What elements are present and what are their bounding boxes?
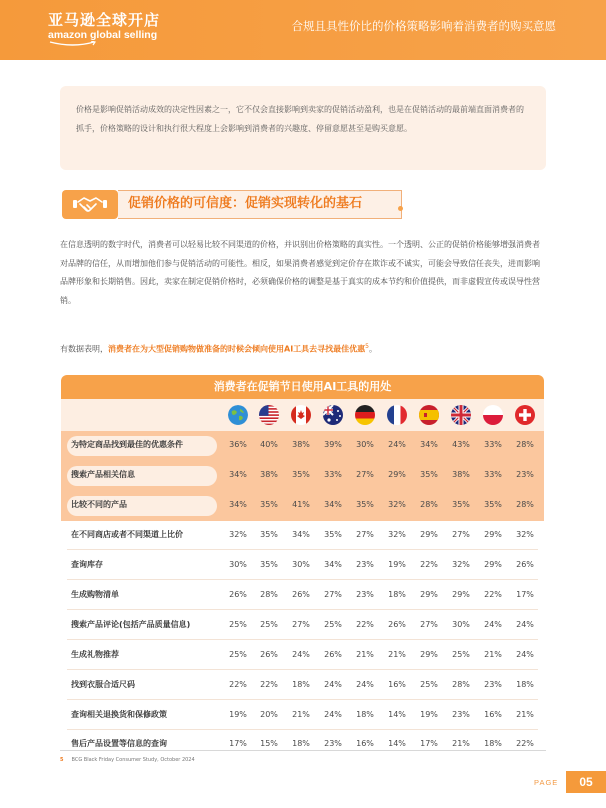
- table-cell: 24%: [324, 680, 342, 689]
- table-cell: 34%: [292, 530, 310, 539]
- footnote-number: 5: [60, 757, 64, 763]
- table-cell: 19%: [229, 710, 247, 719]
- table-cell: 30%: [452, 620, 470, 629]
- us-flag-icon: [259, 405, 279, 425]
- table-cell: 26%: [388, 620, 406, 629]
- row-label: 比较不同的产品: [71, 500, 127, 509]
- pl-flag-icon: [483, 405, 503, 425]
- table-cell: 34%: [229, 500, 247, 509]
- table-cell: 21%: [388, 650, 406, 659]
- table-cell: 25%: [260, 620, 278, 629]
- table-cell: 38%: [452, 470, 470, 479]
- table-cell: 35%: [260, 500, 278, 509]
- table-cell: 30%: [229, 560, 247, 569]
- table-cell: 24%: [516, 650, 534, 659]
- fr-flag-icon: [387, 405, 407, 425]
- table-cell: 22%: [484, 590, 502, 599]
- table-cell: 28%: [420, 500, 438, 509]
- table-cell: 21%: [484, 650, 502, 659]
- table-cell: 23%: [452, 710, 470, 719]
- flag-row: [61, 399, 544, 431]
- row-divider: [67, 609, 538, 610]
- table-cell: 33%: [484, 470, 502, 479]
- stat-suffix: 。: [369, 344, 377, 354]
- row-label: 生成礼物推荐: [71, 650, 119, 659]
- table-cell: 34%: [324, 560, 342, 569]
- row-label: 找到衣服合适尺码: [71, 680, 135, 689]
- table-cell: 18%: [356, 710, 374, 719]
- table-row: [61, 671, 544, 700]
- au-flag-icon: [323, 405, 343, 425]
- table-cell: 22%: [229, 680, 247, 689]
- row-divider: [67, 669, 538, 670]
- table-cell: 38%: [292, 440, 310, 449]
- brand-logo: [48, 12, 160, 41]
- stat-prefix: 有数据表明，: [60, 344, 108, 354]
- brand-name-cn: 亚马逊全球开店: [48, 11, 161, 29]
- row-label: 生成购物清单: [71, 590, 119, 599]
- table-cell: 27%: [324, 590, 342, 599]
- table-cell: 24%: [292, 650, 310, 659]
- footnote-divider: [60, 750, 546, 751]
- stat-footnote-ref: 5: [365, 343, 369, 350]
- footnote-text: BCG Black Friday Consumer Study, October 2024: [71, 757, 195, 763]
- table-cell: 26%: [292, 590, 310, 599]
- table-cell: 33%: [324, 470, 342, 479]
- amazon-smile-icon: [48, 41, 98, 47]
- table-cell: 17%: [516, 590, 534, 599]
- table-cell: 32%: [388, 530, 406, 539]
- de-flag-icon: [355, 405, 375, 425]
- table-cell: 30%: [292, 560, 310, 569]
- page-number: 05: [566, 771, 606, 793]
- table-row: [61, 461, 544, 490]
- table-cell: 24%: [516, 620, 534, 629]
- table-cell: 17%: [229, 739, 247, 748]
- table-cell: 35%: [260, 530, 278, 539]
- table-cell: 25%: [452, 650, 470, 659]
- table-title: 消费者在促销节日使用AI工具的用处: [61, 375, 544, 399]
- table-cell: 14%: [388, 710, 406, 719]
- brand-name-en: amazon global selling: [48, 29, 158, 41]
- table-cell: 40%: [260, 440, 278, 449]
- table-cell: 18%: [516, 680, 534, 689]
- row-divider: [67, 549, 538, 550]
- table-cell: 23%: [484, 680, 502, 689]
- body-paragraph: 在信息透明的数字时代，消费者可以轻易比较不同渠道的价格，并识别出价格策略的真实性。一个透明、公正的促销价格能够增强消费者对品牌的信任，从而增加他们参与促销活动的可能性。相反，如果消费者感觉到定价存在欺诈或不诚实，可能会导致信任丧失，进而影响品牌形象和长期销售。因此，卖家在制定促销价格时，必须确保价格的调整是基于真实的成本节约和价值提供，而非虚假宣传或误导性营销。: [60, 240, 540, 305]
- row-divider: [67, 639, 538, 640]
- ai-usage-table: [61, 375, 544, 748]
- footnote: [60, 757, 195, 764]
- table-cell: 28%: [260, 590, 278, 599]
- row-label: 在不同商店或者不同渠道上比价: [71, 530, 183, 539]
- table-cell: 15%: [260, 739, 278, 748]
- table-cell: 32%: [229, 530, 247, 539]
- table-cell: 23%: [356, 590, 374, 599]
- table-cell: 29%: [420, 650, 438, 659]
- table-cell: 22%: [420, 560, 438, 569]
- table-cell: 19%: [388, 560, 406, 569]
- table-cell: 22%: [356, 620, 374, 629]
- section-icon-box: [62, 190, 118, 219]
- table-cell: 32%: [388, 500, 406, 509]
- row-label: 为特定商品找到最佳的优惠条件: [71, 440, 183, 449]
- table-cell: 35%: [292, 470, 310, 479]
- table-cell: 21%: [452, 739, 470, 748]
- table-cell: 23%: [356, 560, 374, 569]
- table-cell: 23%: [324, 739, 342, 748]
- table-cell: 26%: [260, 650, 278, 659]
- table-cell: 36%: [229, 440, 247, 449]
- table-cell: 23%: [516, 470, 534, 479]
- stat-paragraph: [60, 338, 546, 359]
- intro-box: 价格是影响促销活动成效的决定性因素之一，它不仅会直接影响到卖家的促销活动盈利，也是在促销活动的最前端直面消费者的抓手，价格策略的设计和执行很大程度上会影响到消费者的兴趣度、停留意愿甚至是购买意愿。: [60, 86, 546, 170]
- table-row: [61, 730, 544, 759]
- gb-flag-icon: [451, 405, 471, 425]
- table-cell: 24%: [324, 710, 342, 719]
- table-cell: 21%: [292, 710, 310, 719]
- row-label: 搜索产品评论(包括产品质量信息): [71, 620, 191, 629]
- table-cell: 19%: [420, 710, 438, 719]
- table-row: [61, 581, 544, 610]
- table-cell: 16%: [356, 739, 374, 748]
- es-flag-icon: [419, 405, 439, 425]
- table-row: [61, 491, 544, 520]
- table-cell: 26%: [324, 650, 342, 659]
- section-heading: [62, 190, 402, 219]
- table-cell: 32%: [516, 530, 534, 539]
- table-cell: 24%: [388, 440, 406, 449]
- table-cell: 29%: [452, 590, 470, 599]
- table-cell: 26%: [516, 560, 534, 569]
- table-cell: 27%: [356, 530, 374, 539]
- page-header: [0, 0, 606, 60]
- table-row: [61, 551, 544, 580]
- table-cell: 27%: [292, 620, 310, 629]
- table-cell: 35%: [484, 500, 502, 509]
- ca-flag-icon: [291, 405, 311, 425]
- table-cell: 34%: [229, 470, 247, 479]
- section-dot: [398, 206, 403, 211]
- page-label: PAGE: [534, 778, 559, 787]
- table-cell: 29%: [484, 530, 502, 539]
- table-row: [61, 521, 544, 550]
- stat-highlight: 消费者在为大型促销购物做准备的时候会倾向使用AI工具去寻找最佳优惠: [108, 344, 366, 354]
- header-title: 合规且具性价比的价格策略影响着消费者的购买意愿: [291, 19, 556, 33]
- ch-flag-icon: [515, 405, 535, 425]
- table-cell: 35%: [260, 560, 278, 569]
- table-cell: 21%: [356, 650, 374, 659]
- table-row: [61, 431, 544, 460]
- table-cell: 18%: [292, 739, 310, 748]
- table-cell: 22%: [260, 680, 278, 689]
- table-cell: 14%: [388, 739, 406, 748]
- table-cell: 35%: [420, 470, 438, 479]
- table-cell: 22%: [516, 739, 534, 748]
- table-cell: 28%: [516, 440, 534, 449]
- row-label: 售后产品设置等信息的查询: [71, 739, 167, 748]
- table-cell: 25%: [324, 620, 342, 629]
- row-divider: [67, 699, 538, 700]
- table-cell: 30%: [356, 440, 374, 449]
- table-cell: 27%: [420, 620, 438, 629]
- table-cell: 29%: [420, 530, 438, 539]
- table-row: [61, 611, 544, 640]
- table-cell: 25%: [229, 650, 247, 659]
- table-cell: 24%: [356, 680, 374, 689]
- table-cell: 34%: [420, 440, 438, 449]
- table-cell: 35%: [452, 500, 470, 509]
- table-cell: 18%: [484, 739, 502, 748]
- table-cell: 26%: [229, 590, 247, 599]
- table-cell: 18%: [292, 680, 310, 689]
- table-cell: 35%: [324, 530, 342, 539]
- globe-icon: [228, 405, 248, 425]
- table-row: [61, 641, 544, 670]
- row-divider: [67, 579, 538, 580]
- table-cell: 25%: [420, 680, 438, 689]
- table-cell: 29%: [420, 590, 438, 599]
- table-cell: 34%: [324, 500, 342, 509]
- table-cell: 24%: [484, 620, 502, 629]
- table-cell: 38%: [260, 470, 278, 479]
- table-cell: 20%: [260, 710, 278, 719]
- table-cell: 16%: [388, 680, 406, 689]
- table-cell: 27%: [452, 530, 470, 539]
- table-cell: 18%: [388, 590, 406, 599]
- table-cell: 27%: [356, 470, 374, 479]
- table-cell: 16%: [484, 710, 502, 719]
- table-row: [61, 701, 544, 730]
- section-title: 促销价格的可信度：促销实现转化的基石: [128, 196, 363, 211]
- table-cell: 28%: [452, 680, 470, 689]
- table-cell: 29%: [388, 470, 406, 479]
- row-label: 查询相关退换货和保修政策: [71, 710, 167, 719]
- table-cell: 29%: [484, 560, 502, 569]
- table-cell: 39%: [324, 440, 342, 449]
- table-cell: 17%: [420, 739, 438, 748]
- table-cell: 41%: [292, 500, 310, 509]
- handshake-icon: [62, 190, 118, 219]
- table-cell: 21%: [516, 710, 534, 719]
- table-cell: 28%: [516, 500, 534, 509]
- row-label: 查询库存: [71, 560, 103, 569]
- row-label: 搜索产品相关信息: [71, 470, 135, 479]
- table-cell: 43%: [452, 440, 470, 449]
- table-cell: 33%: [484, 440, 502, 449]
- table-cell: 35%: [356, 500, 374, 509]
- table-cell: 32%: [452, 560, 470, 569]
- table-cell: 25%: [229, 620, 247, 629]
